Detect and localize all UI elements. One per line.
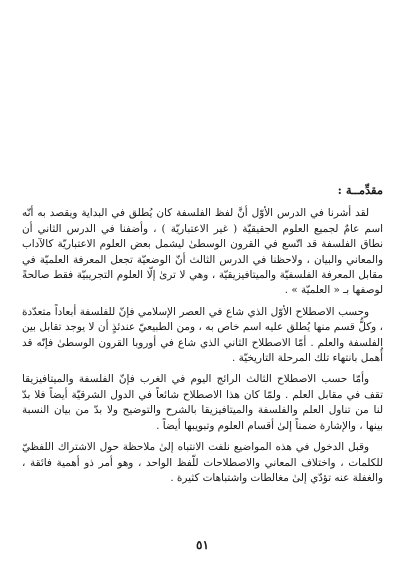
page-number: ٥١ <box>196 538 209 552</box>
paragraph-3: وأمّا حسب الاصطلاح الثالث الرائج اليوم في الغرب فإنّ الفلسفة والميتافيزيقا تقف في مقابل العلم . ولمّا كان هذا الاصطلاح شائعاً في الدول الشرقيّة أيضاً فلا بدّ لنا من تناول العلم والفلسفة والميتافيزيقا بالشرح والتوضيح ولا بدّ من بيان النسبة بينها ، والإشارة ضمناً إلىٰ أقسام العلوم وتبويبها أيضاً . <box>22 373 383 432</box>
text-block <box>22 183 383 492</box>
section-heading: مقدِّمــة : <box>337 183 383 197</box>
paragraph-1: لقد أشرنا في الدرس الأوّل أنَّ لفظ الفلسفة كان يُطلق في البداية ويقصد به أنّه اسم عامٌ لجميع العلوم الحقيقيّة ( غير الاعتباريّة ) ، وأضفنا في الدرس الثاني أن نطاق الفلسفة قد اتّسع في القرون الوسطىٰ ليشمل بعض العلوم الاعتباريّة كالآداب والمعاني والبيان ، ولاحظنا في الدرس الثالث أنّ الوضعيّة تجعل المعرفة العلميّة في مقابل المعرفة الفلسفيّة والميتافيزيقيّة ، وهي لا ترىٰ إلّا العلوم التجريبيّة فقط صالحةً لوصفها بـ « العلميّة » . <box>22 207 383 297</box>
paragraph-4: وقبل الدخول في هذه المواضيع نلفت الانتباه إلىٰ ملاحظة حول الاشتراك اللفظيّ للكلمات ، واختلاف المعاني والاصطلاحات للّفظ الواحد ، وهو أمر ذو أهمية فائقة ، والغفلة عنه تؤدّي إلىٰ مغالطات واشتباهات كثيرة . <box>22 441 383 484</box>
paragraph-2: وحسب الاصطلاح الأوّل الذي شاع في العصر الإسلامي فإنّ للفلسفة أبعاداً متعدّدة ، وكلُّ قسم منها يُطلق عليه اسم خاص به ، ومن الطبيعيّ عندئذٍ أن لا يوجد تقابل بين الفلسفة والعلم . أمّا الاصطلاح الثاني الذي شاع في أوروبا القرون الوسطىٰ فإنّه قد أُهمل بانتهاء تلك المرحلة التاريخيّة . <box>22 305 383 365</box>
